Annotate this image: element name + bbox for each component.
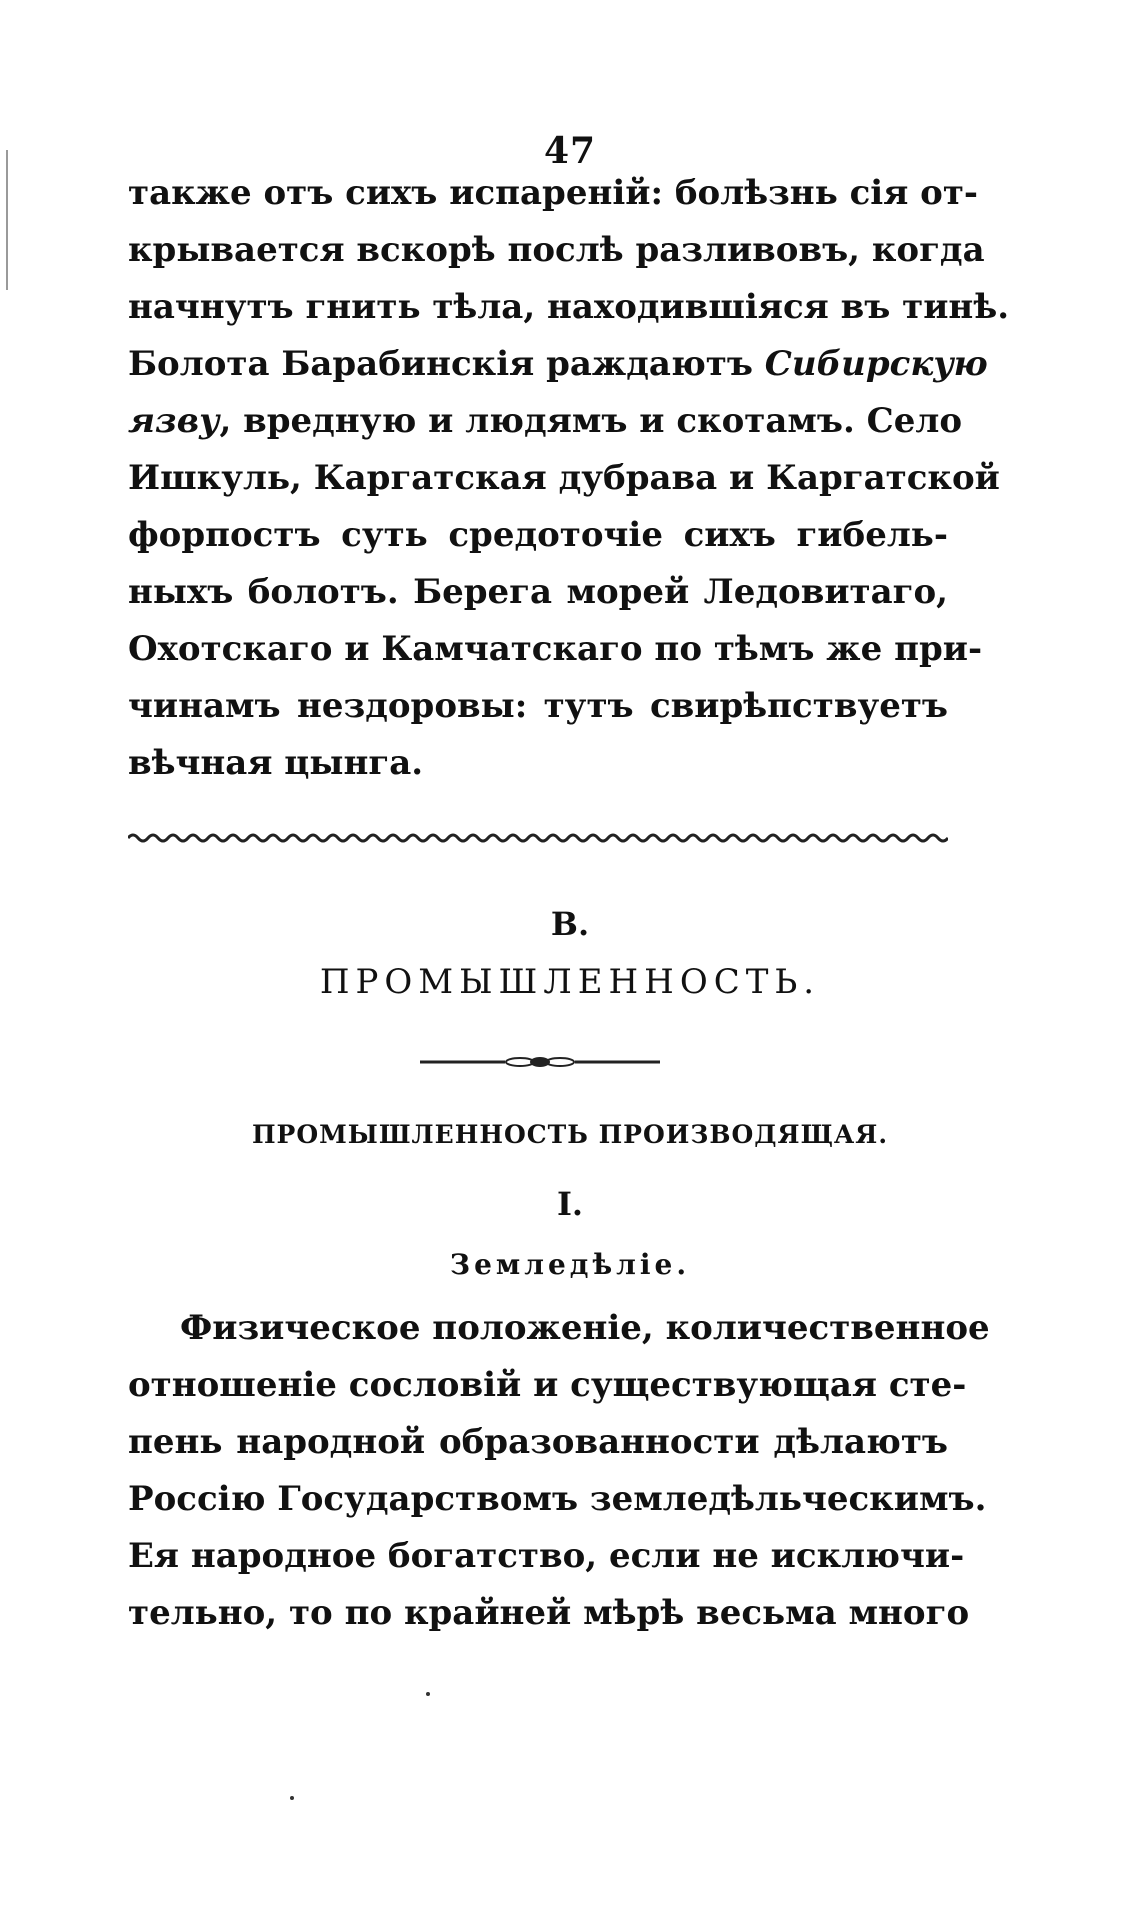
wavy-divider: [128, 830, 948, 846]
ornamental-rule: [420, 1055, 660, 1069]
text-line: чинамъ нездоровы: тутъ свирѣпствуетъ: [128, 686, 948, 726]
text-line: [128, 336, 988, 393]
page-number: 47: [543, 130, 597, 172]
subheading: ПРОМЫШЛЕННОСТЬ ПРОИЗВОДЯЩАЯ.: [251, 1120, 889, 1149]
text-line: Физическое положеніе, количественное: [180, 1308, 990, 1348]
text-line: Охотскаго и Камчатскаго по тѣмъ же при-: [128, 629, 983, 669]
text-line: тельно, то по крайней мѣрѣ весьма много: [128, 1593, 970, 1633]
text-line: также отъ сихъ испареній: болѣзнь сія от-: [128, 173, 979, 213]
text-segment: , вредную и людямъ и скотамъ. Село: [219, 401, 962, 441]
text-line: крывается вскорѣ послѣ разливовъ, когда: [128, 230, 985, 270]
text-line: форпостъ суть средоточіе сихъ гибель-: [128, 515, 948, 555]
scan-speck: [426, 1692, 430, 1696]
text-line: [128, 393, 962, 450]
paragraph-2: [128, 1300, 990, 1642]
text-line: вѣчная цынга.: [128, 743, 424, 783]
text-line: начнутъ гнить тѣла, находившіяся въ тинѣ.: [128, 287, 1010, 327]
paragraph-1: [128, 165, 1010, 792]
section-letter: В.: [550, 905, 590, 943]
text-line: отношеніе сословій и существующая сте-: [128, 1365, 967, 1405]
text-segment: Болота Барабинскія раждаютъ: [128, 344, 765, 384]
text-line: Ишкуль, Каргатская дубрава и Каргатской: [128, 458, 1000, 498]
text-line: пень народной образованности дѣлаютъ: [128, 1422, 948, 1462]
section-title: ПРОМЫШЛЕННОСТЬ.: [319, 962, 821, 1002]
text-line: Ея народное богатство, если не исключи-: [128, 1536, 965, 1576]
chapter-title: Земледѣліе.: [449, 1248, 691, 1281]
scan-speck: [290, 1796, 294, 1800]
chapter-number: I.: [556, 1185, 584, 1223]
text-line: ныхъ болотъ. Берега морей Ледовитаго,: [128, 572, 948, 612]
italic-term: Сибирскую: [764, 344, 988, 384]
text-line: Россію Государствомъ земледѣльческимъ.: [128, 1479, 987, 1519]
italic-term: язву: [128, 401, 220, 441]
